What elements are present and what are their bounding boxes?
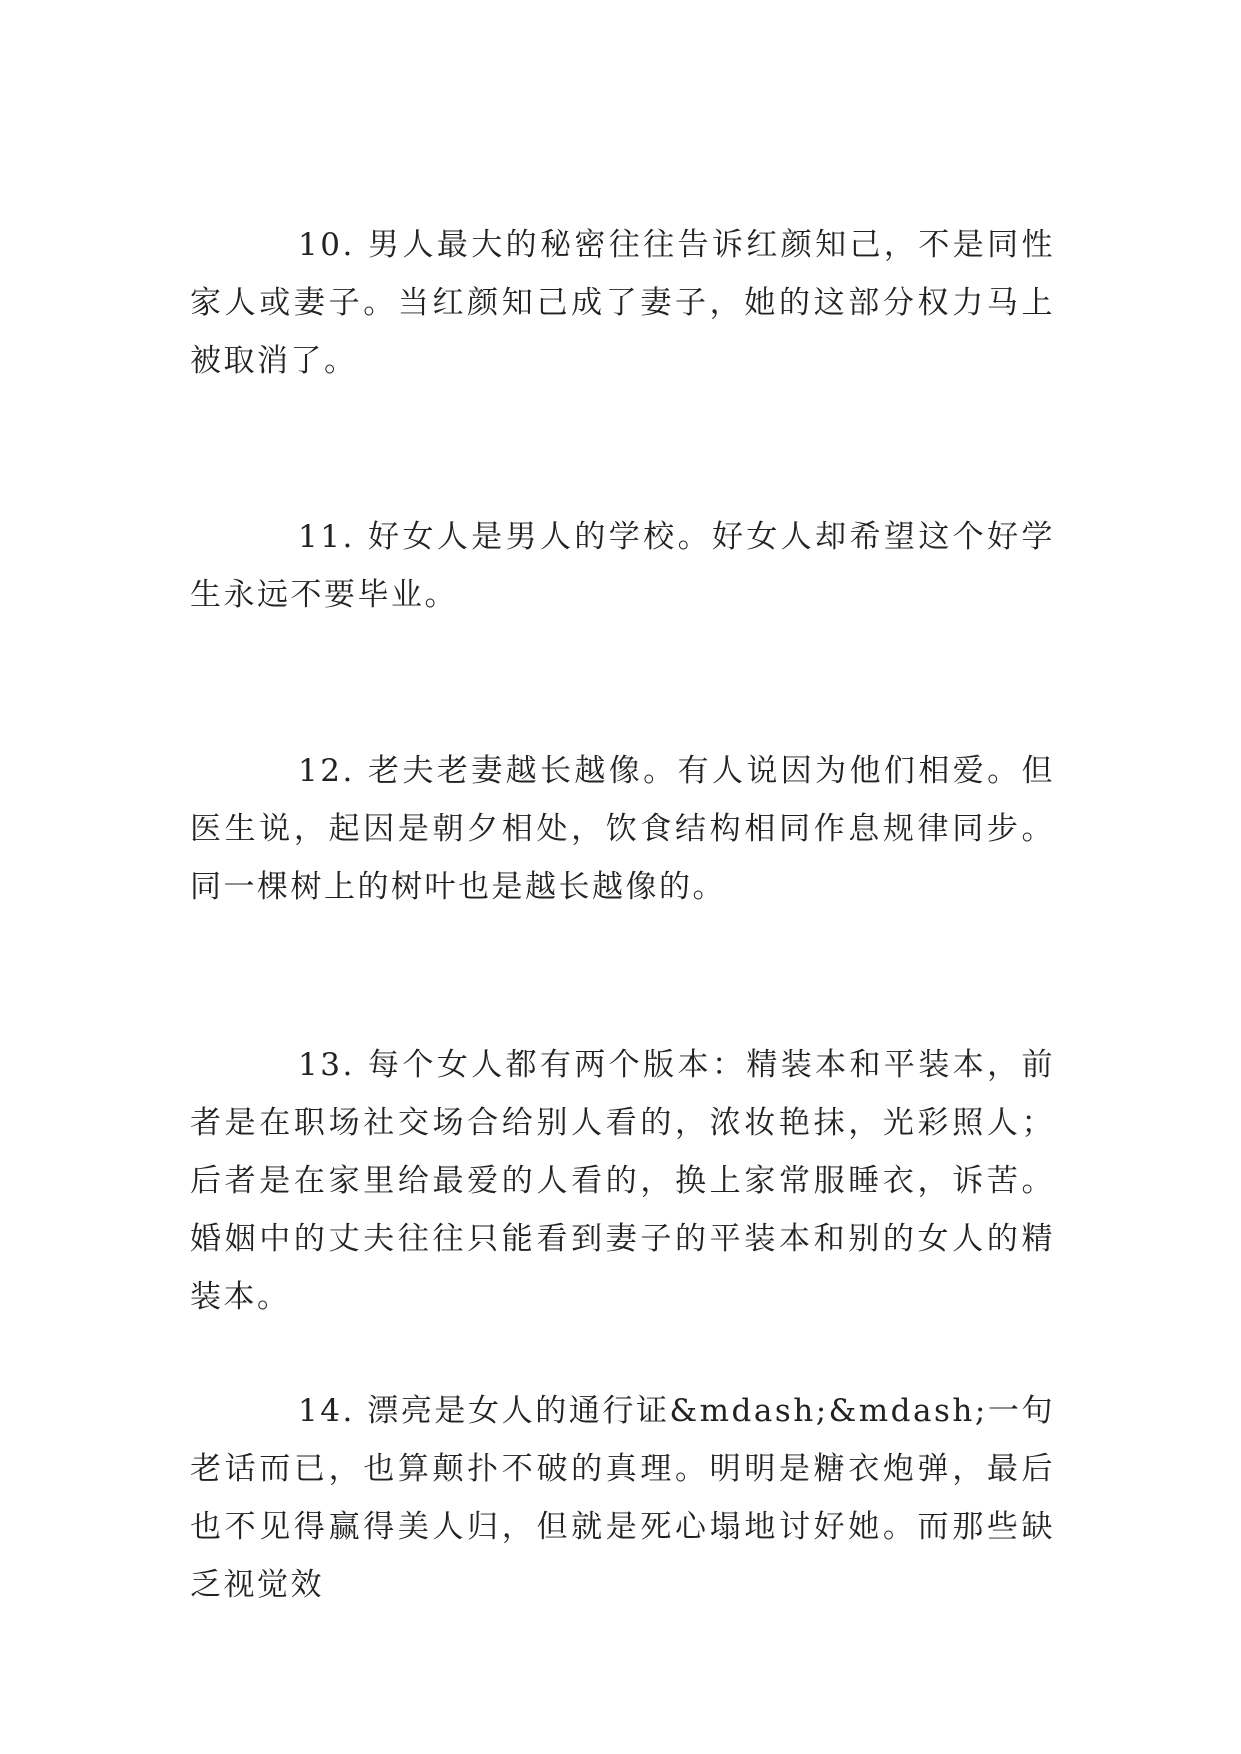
paragraph-12: 12. 老夫老妻越长越像。有人说因为他们相爱。但医生说，起因是朝夕相处，饮食结构相同作息规律同步。同一棵树上的树叶也是越长越像的。 bbox=[190, 753, 1055, 905]
paragraph-14: 14. 漂亮是女人的通行证&mdash;&mdash;一句老话而已，也算颠扑不破的真理。明明是糖衣炮弹，最后也不见得赢得美人归，但就是死心塌地讨好她。而那些缺乏视觉效 bbox=[190, 1393, 1055, 1603]
paragraph-13: 13. 每个女人都有两个版本：精装本和平装本，前者是在职场社交场合给别人看的，浓妆艳抹，光彩照人；后者是在家里给最爱的人看的，换上家常服睡衣，诉苦。婚姻中的丈夫往往只能看到妻子的平装本和别的女人的精装本。 bbox=[190, 1047, 1055, 1315]
paragraph-11: 11. 好女人是男人的学校。好女人却希望这个好学生永远不要毕业。 bbox=[190, 519, 1055, 613]
paragraph-10: 10. 男人最大的秘密往往告诉红颜知己，不是同性家人或妻子。当红颜知己成了妻子，她的这部分权力马上被取消了。 bbox=[190, 227, 1055, 379]
